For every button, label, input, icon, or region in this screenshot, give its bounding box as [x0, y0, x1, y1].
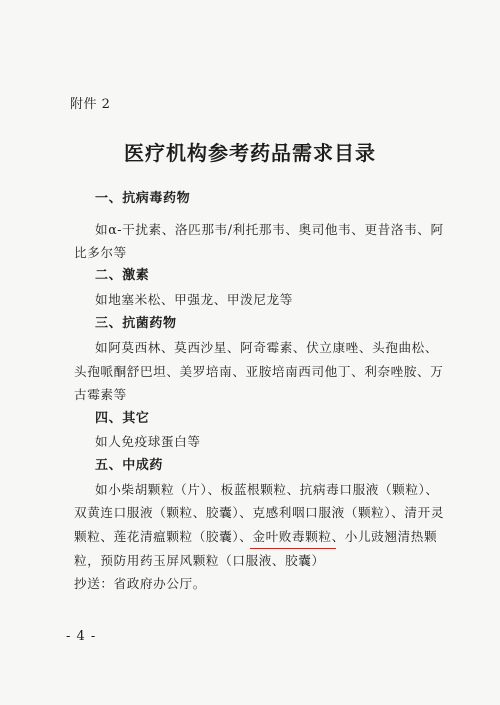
- attachment-label: 附件 2: [70, 97, 111, 112]
- antiviral-line-2: 比多尔等: [74, 245, 127, 260]
- tcm-line-3-before: 颗粒、莲花清瘟颗粒（胶囊）、: [74, 529, 253, 544]
- antiviral-line-1: 如α-干扰素、洛匹那韦/利托那韦、奥司他韦、更昔洛韦、阿: [95, 222, 444, 237]
- tcm-line-1: 如小柴胡颗粒（片）、板蓝根颗粒、抗病毒口服液（颗粒）、: [95, 482, 439, 497]
- antibacterial-line-2: 头孢哌酮舒巴坦、美罗培南、亚胺培南西司他丁、利奈唑胺、万: [74, 364, 444, 379]
- document-title: 医疗机构参考药品需求目录: [124, 141, 376, 165]
- highlighted-drug-name: 金叶败毒颗粒: [252, 529, 332, 544]
- cc-line: 抄送：省政府办公厅。: [74, 576, 206, 591]
- page-number: - 4 -: [66, 629, 97, 644]
- hormones-line-1: 如地塞米松、甲强龙、甲泼尼龙等: [95, 292, 293, 307]
- section-heading-antiviral: 一、抗病毒药物: [95, 191, 191, 206]
- tcm-line-4: 粒，预防用药玉屏风颗粒（口服液、胶囊）: [74, 553, 325, 568]
- tcm-line-2: 双黄连口服液（颗粒、胶囊）、克感利咽口服液（颗粒）、清开灵: [74, 505, 445, 520]
- tcm-line-3: [74, 529, 444, 545]
- other-line-1: 如人免疫球蛋白等: [95, 434, 201, 449]
- tcm-line-3-after: 、小儿豉翘清热颗: [331, 529, 438, 544]
- section-heading-tcm: 五、中成药: [95, 458, 164, 473]
- section-heading-hormones: 二、激素: [95, 268, 150, 283]
- antibacterial-line-3: 古霉素等: [74, 387, 127, 402]
- section-heading-other: 四、其它: [95, 411, 150, 426]
- antibacterial-line-1: 如阿莫西林、莫西沙星、阿奇霉素、伏立康唑、头孢曲松、: [95, 340, 439, 355]
- section-heading-antibacterial: 三、抗菌药物: [95, 316, 177, 331]
